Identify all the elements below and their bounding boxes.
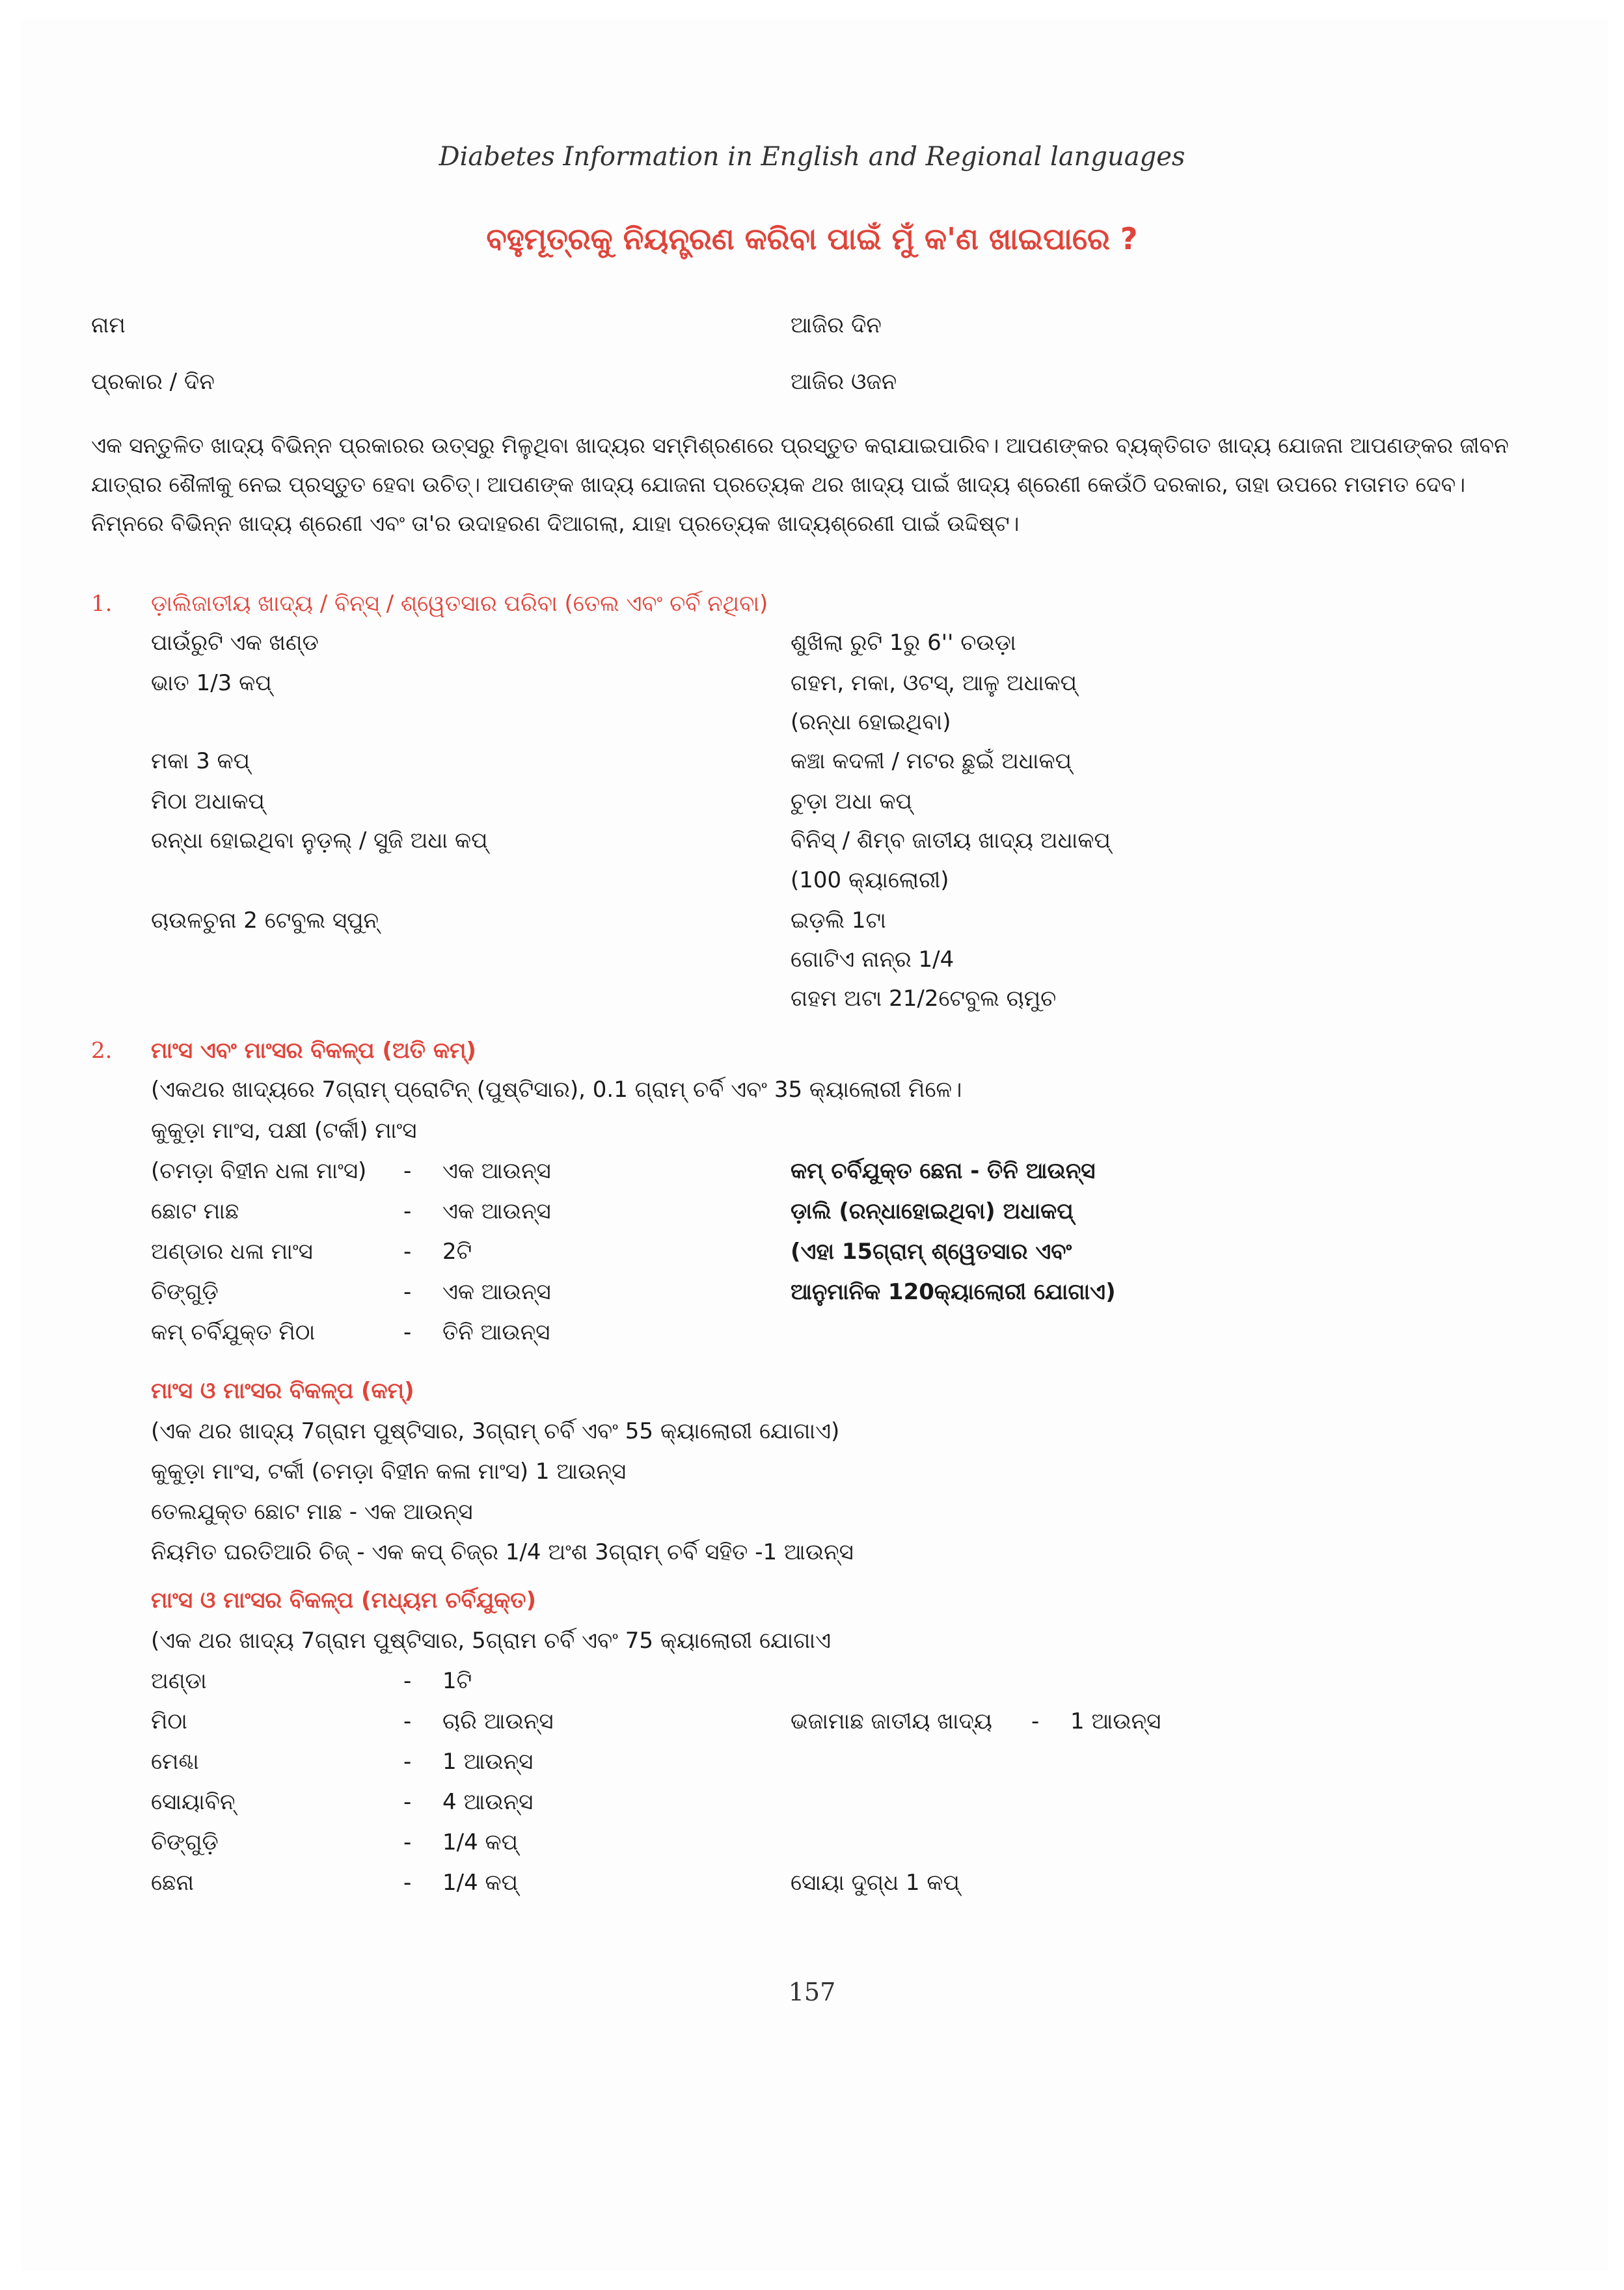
s1-right-item: ବିନିସ୍ / ଶିମ୍ବ ଜାତୀୟ ଖାଦ୍ୟ ଅଧାକପ୍ bbox=[791, 828, 1111, 854]
s2-qty: ଏକ ଆଉନ୍ସ bbox=[442, 1158, 551, 1184]
s1-left-item: ମକା 3 କପ୍ bbox=[151, 748, 250, 774]
s4-qty: 1/4 କପ୍ bbox=[442, 1870, 519, 1896]
section-3-heading: ମାଂସ ଓ ମାଂସର ବିକଳ୍ପ (କମ୍) bbox=[151, 1378, 414, 1404]
s1-right-item: ଚୁଡ଼ା ଅଧା କପ୍ bbox=[791, 788, 912, 815]
s2-dash: - bbox=[403, 1279, 412, 1305]
s4-dash: - bbox=[403, 1789, 412, 1815]
s4-qty: 1 ଆଉନ୍ସ bbox=[442, 1749, 534, 1775]
s2-right-item: (ଏହା 15ଗ୍ରାମ୍ ଶ୍ୱେତସାର ଏବଂ bbox=[791, 1239, 1072, 1265]
section-4-heading: ମାଂସ ଓ ମାଂସର ବିକଳ୍ପ (ମଧ୍ୟମ ଚର୍ବିଯୁକ୍ତ) bbox=[151, 1587, 537, 1613]
s4-dash: - bbox=[403, 1870, 412, 1896]
s1-right-item: ଗୋଟିଏ ନାନ୍‌ର 1/4 bbox=[791, 947, 954, 973]
s4-dash: - bbox=[403, 1708, 412, 1734]
s2-right-item: ଡ଼ାଲି (ରନ୍ଧାହୋଇଥିବା) ଅଧାକପ୍ bbox=[791, 1198, 1074, 1224]
section-2-poultry: କୁକୁଡ଼ା ମାଂସ, ପକ୍ଷୀ (ଟର୍କୀ) ମାଂସ bbox=[151, 1118, 417, 1144]
s4-right-dash: - bbox=[1031, 1708, 1040, 1734]
s1-left-item: ମିଠା ଅଧାକପ୍ bbox=[151, 788, 265, 815]
s3-line: କୁକୁଡ଼ା ମାଂସ, ଟର୍କୀ (ଚମଡ଼ା ବିହୀନ କଳା ମାଂସ) 1 ଆଉନ୍ସ bbox=[151, 1459, 627, 1485]
s1-right-item: ଗହମ, ମକା, ଓଟସ୍, ଆଳୁ ଅଧାକପ୍ bbox=[791, 670, 1077, 696]
s1-right-item: କଞ୍ଚା କଦଳୀ / ମଟର ଛୁଇଁ ଅଧାକପ୍ bbox=[791, 748, 1072, 774]
form-today-weight-label: ଆଜିର ଓଜନ bbox=[791, 369, 897, 395]
s2-qty: ଏକ ଆଉନ୍ସ bbox=[442, 1279, 551, 1305]
s2-item: (ଚମଡ଼ା ବିହୀନ ଧଳା ମାଂସ) bbox=[151, 1158, 367, 1184]
s1-left-item: ଭାତ 1/3 କପ୍ bbox=[151, 670, 272, 696]
s4-dash: - bbox=[403, 1749, 412, 1775]
s1-right-item: ଶୁଖିଲା ରୁଟି 1ରୁ 6'' ଚଉଡ଼ା bbox=[791, 630, 1016, 656]
s4-qty: ଚାରି ଆଉନ୍ସ bbox=[442, 1708, 554, 1734]
page-number: 157 bbox=[788, 1978, 836, 2006]
form-type-day-label: ପ୍ରକାର / ଦିନ bbox=[91, 369, 215, 395]
s4-dash: - bbox=[403, 1829, 412, 1855]
section-1-number: 1. bbox=[91, 591, 113, 617]
s2-dash: - bbox=[403, 1239, 412, 1265]
s4-dash: - bbox=[403, 1668, 412, 1694]
section-2-heading: ମାଂସ ଏବଂ ମାଂସର ବିକଳ୍ପ (ଅତି କମ୍) bbox=[151, 1038, 476, 1064]
s2-item: କମ୍ ଚର୍ବିଯୁକ୍ତ ମିଠା bbox=[151, 1319, 316, 1345]
s2-right-item: କମ୍ ଚର୍ବିଯୁକ୍ତ ଛେନା - ତିନି ଆଉନ୍ସ bbox=[791, 1158, 1096, 1184]
section-1-heading: ଡ଼ାଲିଜାତୀୟ ଖାଦ୍ୟ / ବିନ୍ସ୍ / ଶ୍ୱେତସାର ପରିବା (ତେଲ ଏବଂ ଚର୍ବି ନଥିବା) bbox=[151, 591, 768, 617]
s2-qty: ତିନି ଆଉନ୍ସ bbox=[442, 1319, 550, 1345]
form-name-label: ନାମ bbox=[91, 312, 126, 338]
s1-left-item: ରନ୍ଧା ହୋଇଥିବା ନୁଡ଼ଲ୍ / ସୁଜି ଅଧା କପ୍ bbox=[151, 828, 488, 854]
section-2-number: 2. bbox=[91, 1038, 113, 1064]
s2-dash: - bbox=[403, 1158, 412, 1184]
s4-item: ଚିଙ୍ଗୁଡ଼ି bbox=[151, 1829, 219, 1855]
s2-right-item: ଆନୁମାନିକ 120କ୍ୟାଲୋରୀ ଯୋଗାଏ) bbox=[791, 1279, 1116, 1305]
form-today-date-label: ଆଜିର ଦିନ bbox=[791, 312, 882, 338]
intro-paragraph: ଏକ ସନ୍ତୁଳିତ ଖାଦ୍ୟ ବିଭିନ୍ନ ପ୍ରକାରର ଉତ୍ସରୁ ମିଳୁଥିବା ଖାଦ୍ୟର ସମ୍ମିଶ୍ରଣରେ ପ୍ରସ୍ତୁତ କରାଯାଇପାରିବ। ଆପଣଙ୍କର ବ୍ୟକ୍ତିଗତ ଖାଦ୍ୟ ଯୋଜନା ଆପଣଙ୍କର ଜୀବନ ଯାତ୍ରାର ଶୈଳୀକୁ ନେଇ ପ୍ରସ୍ତୁତ ହେବା ଉଚିତ୍। ଆପଣଙ୍କ ଖାଦ୍ୟ ଯୋଜନା ପ୍ରତ୍ୟେକ ଥର ଖାଦ୍ୟ ପାଇଁ ଖାଦ୍ୟ ଶ୍ରେଣୀ କେଉଁଠି ଦରକାର, ତାହା ଉପରେ ମତାମତ ଦେବ। ନିମ୍ନରେ ବିଭିନ୍ନ ଖାଦ୍ୟ ଶ୍ରେଣୀ ଏବଂ ତା'ର ଉଦାହରଣ ଦିଆଗଲା, ଯାହା ପ୍ରତ୍ୟେକ ଖାଦ୍ୟଶ୍ରେଣୀ ପାଇଁ ଉଦ୍ଦିଷ୍ଟ। bbox=[91, 433, 1509, 536]
s4-right-item: ଭଜାମାଛ ଜାତୀୟ ଖାଦ୍ୟ bbox=[791, 1708, 992, 1734]
s1-left-item: ଚାଉଳଚୁନା 2 ଟେବୁଲ ସ୍ପୁନ୍ bbox=[151, 908, 379, 934]
page-title: ବହୁମୂତ୍ରକୁ ନିୟନ୍ତ୍ରଣ କରିବା ପାଇଁ ମୁଁ କ'ଣ ଖାଇପାରେ ? bbox=[486, 221, 1138, 256]
s4-right-qty: 1 ଆଉନ୍ସ bbox=[1070, 1708, 1161, 1734]
running-header: Diabetes Information in English and Regional languages bbox=[439, 142, 1185, 172]
s4-item: ଛେନା bbox=[151, 1870, 194, 1896]
s1-right-item: (100 କ୍ୟାଲୋରୀ) bbox=[791, 867, 949, 893]
s2-item: ଛୋଟ ମାଛ bbox=[151, 1198, 239, 1224]
s2-item: ଚିଙ୍ଗୁଡ଼ି bbox=[151, 1279, 219, 1305]
s1-right-item: ଗହମ ଅଟା 21/2ଟେବୁଲ ଚାମୁଚ bbox=[791, 986, 1057, 1012]
s3-line: ତେଲଯୁକ୍ତ ଛୋଟ ମାଛ - ଏକ ଆଉନ୍ସ bbox=[151, 1499, 473, 1525]
s4-item: ସୋୟାବିନ୍ bbox=[151, 1789, 236, 1815]
s4-item: ଅଣ୍ଡା bbox=[151, 1668, 207, 1694]
s2-item: ଅଣ୍ଡାର ଧଳା ମାଂସ bbox=[151, 1239, 313, 1265]
scanned-page bbox=[21, 20, 1608, 2270]
s4-qty: 4 ଆଉନ୍ସ bbox=[442, 1789, 534, 1815]
s2-dash: - bbox=[403, 1319, 412, 1345]
s4-item: ମେଣ୍ଢା bbox=[151, 1749, 199, 1775]
s1-right-item: ଇଡ଼ଲି 1ଟା bbox=[791, 908, 886, 934]
s2-qty: 2ଟି bbox=[442, 1239, 472, 1265]
s3-line: ନିୟମିତ ଘରତିଆରି ଚିଜ୍ - ଏକ କପ୍ ଚିଜ୍‌ର 1/4 ଅଂଶ 3ଗ୍ରାମ୍ ଚର୍ବି ସହିତ -1 ଆଉନ୍ସ bbox=[151, 1539, 854, 1565]
section-2-note: (ଏକଥର ଖାଦ୍ୟରେ 7ଗ୍ରାମ୍ ପ୍ରୋଟିନ୍ (ପୁଷ୍ଟିସାର), 0.1 ଗ୍ରାମ୍ ଚର୍ବି ଏବଂ 35 କ୍ୟାଲୋରୀ ମିଳେ। bbox=[151, 1077, 962, 1103]
s4-item: ମିଠା bbox=[151, 1708, 187, 1734]
s4-qty: 1/4 କପ୍ bbox=[442, 1829, 519, 1855]
s4-right-item-2: ସୋୟା ଦୁଗ୍ଧ 1 କପ୍ bbox=[791, 1870, 960, 1896]
s2-qty: ଏକ ଆଉନ୍ସ bbox=[442, 1198, 551, 1224]
s3-line: (ଏକ ଥର ଖାଦ୍ୟ 7ଗ୍ରାମ ପୁଷ୍ଟିସାର, 3ଗ୍ରାମ୍ ଚର୍ବି ଏବଂ 55 କ୍ୟାଲୋରୀ ଯୋଗାଏ) bbox=[151, 1418, 840, 1444]
section-4-note: (ଏକ ଥର ଖାଦ୍ୟ 7ଗ୍ରାମ ପୁଷ୍ଟିସାର, 5ଗ୍ରାମ ଚର୍ବି ଏବଂ 75 କ୍ୟାଲୋରୀ ଯୋଗାଏ bbox=[151, 1628, 832, 1654]
s4-qty: 1ଟି bbox=[442, 1668, 472, 1694]
s2-dash: - bbox=[403, 1198, 412, 1224]
s1-right-item: (ରନ୍ଧା ହୋଇଥିବା) bbox=[791, 709, 951, 735]
s1-left-item: ପାଉଁରୁଟି ଏକ ଖଣ୍ଡ bbox=[151, 630, 319, 656]
